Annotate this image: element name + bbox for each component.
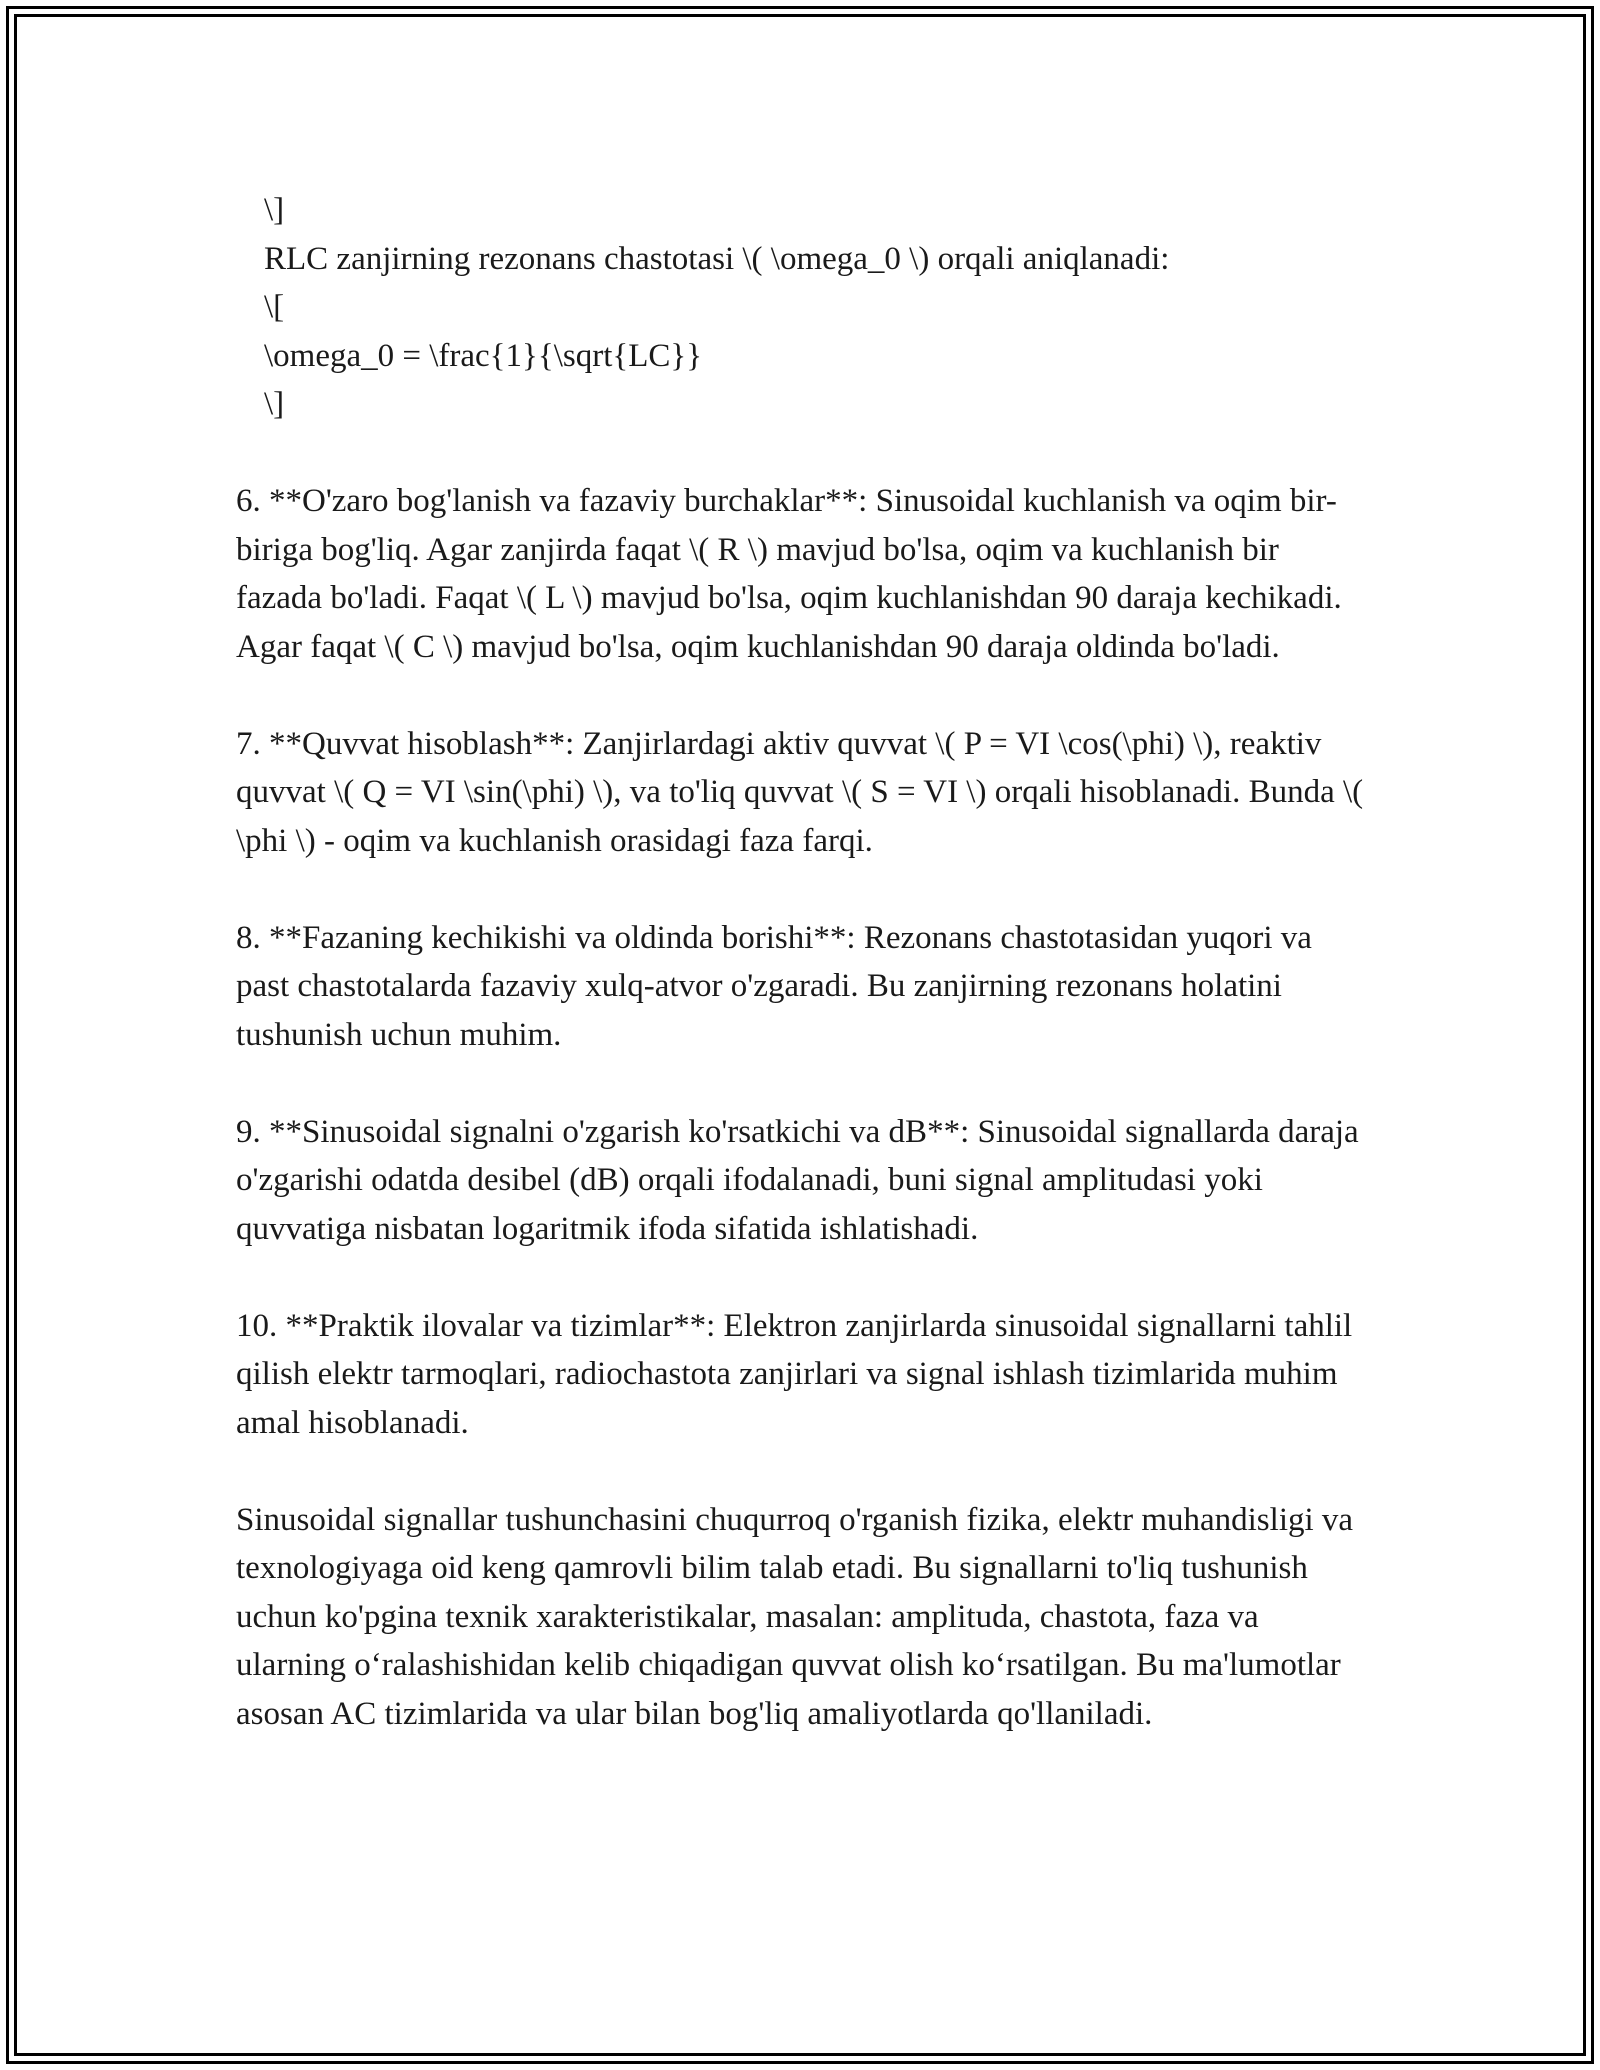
- paragraph-item-10: 10. **Praktik ilovalar va tizimlar**: Elektron zanjirlarda sinusoidal signallarni tahlil qilish elektr tarmoqlari, radiochastota zanjirlari va signal ishlash tizimlarida muhim amal hisoblanadi.: [236, 1307, 1353, 1441]
- formula-line: \]: [264, 192, 285, 228]
- formula-line: \[: [264, 289, 285, 325]
- paragraph-item-7: 7. **Quvvat hisoblash**: Zanjirlardagi aktiv quvvat \( P = VI \cos(\phi) \), reaktiv quvvat \( Q = VI \sin(\phi) \), va to'liq quvvat \( S = VI \) orqali hisoblanadi. Bunda \( \phi \) - oqim va kuchlanish orasidagi faza farqi.: [236, 725, 1364, 859]
- formula-line: \omega_0 = \frac{1}{\sqrt{LC}}: [264, 337, 703, 374]
- document-body: [236, 186, 1366, 1738]
- paragraph-conclusion: Sinusoidal signallar tushunchasini chuqurroq o'rganish fizika, elektr muhandisligi va texnologiyaga oid keng qamrovli bilim talab etadi. Bu signallarni to'liq tushunish uchun ko'pgina texnik xarakteristikalar, masalan: amplituda, chastota, faza va ularning oʻralashishidan kelib chiqadigan quvvat olish koʻrsatilgan. Bu ma'lumotlar asosan AC tizimlarida va ular bilan bog'liq amaliyotlarda qo'llaniladi.: [236, 1501, 1354, 1732]
- formula-line: RLC zanjirning rezonans chastotasi \( \omega_0 \) orqali aniqlanadi:: [264, 240, 1170, 277]
- paragraph-item-8: 8. **Fazaning kechikishi va oldinda borishi**: Rezonans chastotasidan yuqori va past chastotalarda fazaviy xulq-atvor o'zgaradi. Bu zanjirning rezonans holatini tushunish uchun muhim.: [236, 919, 1312, 1053]
- paragraph-item-9: 9. **Sinusoidal signalni o'zgarish ko'rsatkichi va dB**: Sinusoidal signallarda daraja o'zgarishi odatda desibel (dB) orqali ifodalanadi, buni signal amplitudasi yoki quvvatiga nisbatan logaritmik ifoda sifatida ishlatishadi.: [236, 1113, 1359, 1247]
- paragraph-item-6: 6. **O'zaro bog'lanish va fazaviy burchaklar**: Sinusoidal kuchlanish va oqim bir-biriga bog'liq. Agar zanjirda faqat \( R \) mavjud bo'lsa, oqim va kuchlanish bir fazada bo'ladi. Faqat \( L \) mavjud bo'lsa, oqim kuchlanishdan 90 daraja kechikadi. Agar faqat \( C \) mavjud bo'lsa, oqim kuchlanishdan 90 daraja oldinda bo'ladi.: [236, 483, 1342, 665]
- resonance-formula-block: [236, 186, 1366, 429]
- formula-line: \]: [264, 386, 285, 422]
